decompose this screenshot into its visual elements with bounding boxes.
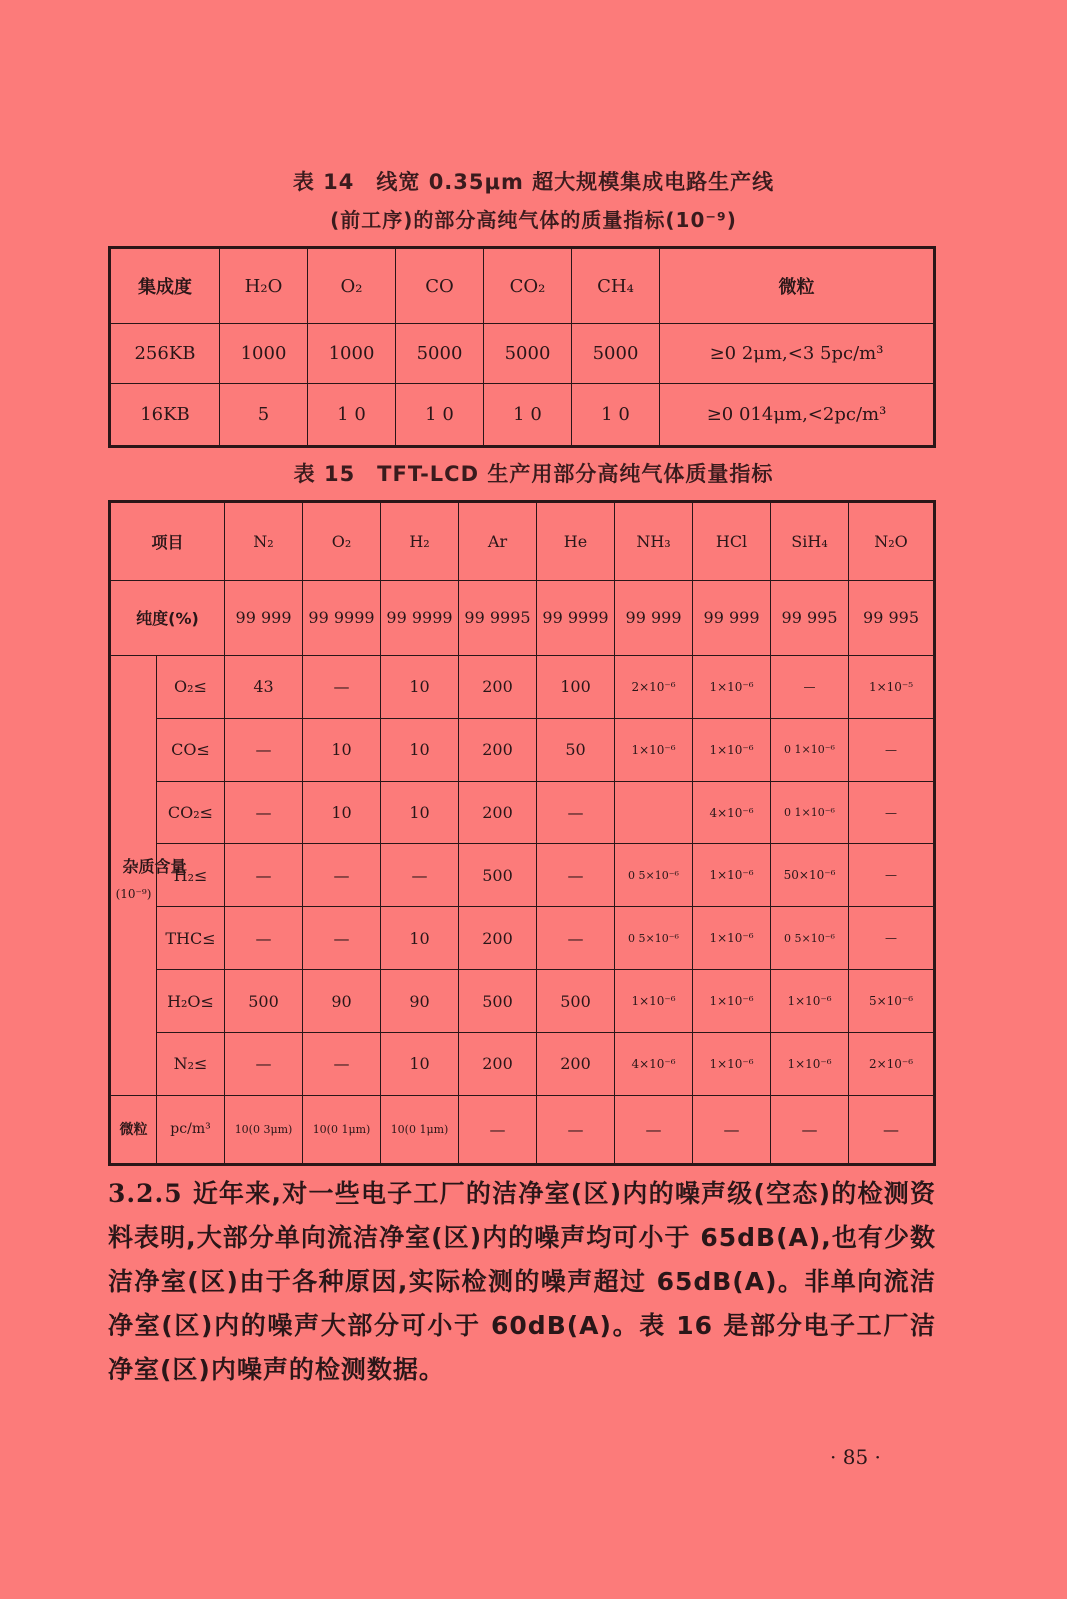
table15-header-row — [110, 502, 935, 581]
table15-cell: 2×10⁻⁶ — [849, 1032, 935, 1095]
table15-cell: — — [225, 718, 303, 781]
table15-cell: 200 — [459, 718, 537, 781]
table15-cell: 1×10⁻⁶ — [693, 970, 771, 1033]
table14-cell: 1000 — [308, 324, 396, 384]
table-row — [110, 970, 935, 1033]
table15-cell: 200 — [537, 1032, 615, 1095]
table15-caption: 表 15 TFT-LCD 生产用部分高纯气体质量指标 — [293, 462, 774, 486]
table15-cell: 500 — [459, 844, 537, 907]
table15-cell: 0 5×10⁻⁶ — [615, 907, 693, 970]
table15-gas-header: He — [537, 502, 615, 581]
table15-cell: 10(0 1μm) — [303, 1095, 381, 1164]
table15-cell: — — [537, 1095, 615, 1164]
table15-gas-header: HCl — [693, 502, 771, 581]
table15-particle-row — [110, 1095, 935, 1164]
table15-cell: 90 — [381, 970, 459, 1033]
table15-impurity-label: N₂≤ — [157, 1032, 225, 1095]
table15-cell: — — [225, 844, 303, 907]
table14-cell: 5000 — [484, 324, 572, 384]
table15-cell: 99 9999 — [381, 580, 459, 655]
table-row — [110, 324, 935, 384]
table15-cell: — — [849, 718, 935, 781]
table15-cell: — — [537, 781, 615, 844]
table15-cell: 2×10⁻⁶ — [615, 655, 693, 718]
table15-cell: — — [381, 844, 459, 907]
table15-impurity-group-label — [110, 655, 187, 1095]
table-row — [110, 907, 935, 970]
table15-cell: 1×10⁻⁶ — [771, 970, 849, 1033]
table15-cell: 200 — [459, 781, 537, 844]
table14-cell: ≥0 2μm,<3 5pc/m³ — [660, 324, 935, 384]
table15-cell: 10 — [381, 781, 459, 844]
table15-gas-header: H₂ — [381, 502, 459, 581]
table15-cell: 1×10⁻⁶ — [615, 718, 693, 781]
table15-cell: 1×10⁻⁶ — [693, 844, 771, 907]
table14-header-cell: H₂O — [220, 248, 308, 324]
table15-cell: 99 9995 — [459, 580, 537, 655]
table14-header-row — [110, 248, 935, 324]
table14 — [108, 246, 936, 448]
table15-cell: — — [225, 1032, 303, 1095]
table15-cell: — — [303, 907, 381, 970]
table15-impurity-label: CO≤ — [157, 718, 225, 781]
table14-cell: 1 0 — [572, 384, 660, 447]
table15-cell: 10 — [381, 1032, 459, 1095]
table-row — [110, 844, 935, 907]
table14-cell: 1 0 — [308, 384, 396, 447]
table15-cell: — — [303, 655, 381, 718]
table15-cell: — — [849, 907, 935, 970]
table15-cell: — — [459, 1095, 537, 1164]
table15-cell: 5×10⁻⁶ — [849, 970, 935, 1033]
table15-cell: 4×10⁻⁶ — [693, 781, 771, 844]
table14-cell: 1 0 — [396, 384, 484, 447]
table14-header-cell: 微粒 — [660, 248, 935, 324]
table15-cell: 500 — [537, 970, 615, 1033]
table15-cell: — — [771, 1095, 849, 1164]
table-row — [110, 781, 935, 844]
table14-header-cell: CH₄ — [572, 248, 660, 324]
table15-cell: 1×10⁻⁶ — [693, 718, 771, 781]
table15-cell: 10 — [381, 907, 459, 970]
table14-header-cell: 集成度 — [110, 248, 220, 324]
table14-caption-line2: (前工序)的部分高纯气体的质量指标(10⁻⁹) — [330, 208, 737, 232]
table15-particle-unit: pc/m³ — [157, 1095, 225, 1164]
table14-cell: 5 — [220, 384, 308, 447]
table14-cell: 1000 — [220, 324, 308, 384]
table15-cell: — — [771, 655, 849, 718]
table15-cell: 43 — [225, 655, 303, 718]
table15-cell: — — [537, 844, 615, 907]
table15-cell: 50×10⁻⁶ — [771, 844, 849, 907]
table15-cell: 200 — [459, 907, 537, 970]
table15-cell: 4×10⁻⁶ — [615, 1032, 693, 1095]
table15-cell: 10(0 3μm) — [225, 1095, 303, 1164]
table15-impurity-label: THC≤ — [157, 907, 225, 970]
table15-particle-label: 微粒 — [110, 1095, 157, 1164]
table15-impurity-label: H₂O≤ — [157, 970, 225, 1033]
table15-cell: 1×10⁻⁶ — [693, 1032, 771, 1095]
table15-gas-header: N₂O — [849, 502, 935, 581]
table14-header-cell: CO₂ — [484, 248, 572, 324]
table14-cell: 5000 — [572, 324, 660, 384]
table15-cell: 10 — [381, 718, 459, 781]
table15-cell: 99 999 — [615, 580, 693, 655]
table15-purity-label: 纯度(%) — [110, 580, 225, 655]
table14-cell: 256KB — [110, 324, 220, 384]
table15-cell: 500 — [225, 970, 303, 1033]
table15-gas-header: Ar — [459, 502, 537, 581]
table15-cell: 99 999 — [225, 580, 303, 655]
table14-cell: 1 0 — [484, 384, 572, 447]
table15-cell: 10(0 1μm) — [381, 1095, 459, 1164]
table15-cell: — — [303, 1032, 381, 1095]
table15-cell: 1×10⁻⁵ — [849, 655, 935, 718]
table15-cell: 0 5×10⁻⁶ — [615, 844, 693, 907]
table-row — [110, 384, 935, 447]
section-number: 3.2.5 — [108, 1179, 183, 1208]
table14-cell: 16KB — [110, 384, 220, 447]
table14-header-cell: O₂ — [308, 248, 396, 324]
table15-cell: 99 999 — [693, 580, 771, 655]
body-paragraph — [108, 1172, 936, 1392]
table15-cell: 99 9999 — [537, 580, 615, 655]
table15-cell: — — [615, 1095, 693, 1164]
table15-gas-header: N₂ — [225, 502, 303, 581]
table15-header-item: 项目 — [110, 502, 225, 581]
table14-header-cell: CO — [396, 248, 484, 324]
table15-purity-row — [110, 580, 935, 655]
table15-impurity-label: H₂≤ — [157, 844, 225, 907]
table15-gas-header: SiH₄ — [771, 502, 849, 581]
table15-cell: 1×10⁻⁶ — [693, 907, 771, 970]
table15-cell: 200 — [459, 655, 537, 718]
table15-cell: 10 — [381, 655, 459, 718]
table15-cell: — — [225, 907, 303, 970]
table15-cell: 99 9999 — [303, 580, 381, 655]
table15-cell: 99 995 — [849, 580, 935, 655]
table15-cell: 99 995 — [771, 580, 849, 655]
table-row — [110, 1032, 935, 1095]
table15-impurity-label: CO₂≤ — [157, 781, 225, 844]
table15-cell: 90 — [303, 970, 381, 1033]
table15-gas-header: NH₃ — [615, 502, 693, 581]
page-number: · 85 · — [830, 1445, 881, 1469]
table15-cell: — — [693, 1095, 771, 1164]
table15-cell: — — [849, 781, 935, 844]
table15-impurity-label: O₂≤ — [157, 655, 225, 718]
impurity-group-unit: (10⁻⁹) — [115, 887, 152, 902]
table15-cell: 1×10⁻⁶ — [615, 970, 693, 1033]
table15-cell: 50 — [537, 718, 615, 781]
table15-cell: 100 — [537, 655, 615, 718]
table15-cell: 10 — [303, 718, 381, 781]
impurity-group-title: 杂质含量 — [122, 857, 187, 877]
table-row — [110, 718, 935, 781]
table15-cell: 0 5×10⁻⁶ — [771, 907, 849, 970]
table15-cell: 1×10⁻⁶ — [693, 655, 771, 718]
table15-cell: — — [303, 844, 381, 907]
table14-cell: 5000 — [396, 324, 484, 384]
table15-cell: — — [225, 781, 303, 844]
table15-cell: — — [537, 907, 615, 970]
table15-cell: — — [849, 844, 935, 907]
table15 — [108, 500, 936, 1166]
table15-cell: 0 1×10⁻⁶ — [771, 718, 849, 781]
table15-cell: — — [849, 1095, 935, 1164]
table15-cell: 200 — [459, 1032, 537, 1095]
table14-caption-line1: 表 14 线宽 0.35μm 超大规模集成电路生产线 — [292, 170, 775, 194]
table15-cell: 500 — [459, 970, 537, 1033]
table15-cell: 0 1×10⁻⁶ — [771, 781, 849, 844]
table14-cell: ≥0 014μm,<2pc/m³ — [660, 384, 935, 447]
body-text: 近年来,对一些电子工厂的洁净室(区)内的噪声级(空态)的检测资料表明,大部分单向流洁净室(区)内的噪声均可小于 65dB(A),也有少数洁净室(区)由于各种原因,实际检测的噪声超过 65dB(A)。非单向流洁净室(区)内的噪声大部分可小于 60dB(A)。表 16 是部分电子工厂洁净室(区)内噪声的检测数据。 — [108, 1179, 936, 1384]
table15-gas-header: O₂ — [303, 502, 381, 581]
table15-cell: 1×10⁻⁶ — [771, 1032, 849, 1095]
table-row — [110, 655, 935, 718]
table15-cell — [615, 781, 693, 844]
table15-cell: 10 — [303, 781, 381, 844]
